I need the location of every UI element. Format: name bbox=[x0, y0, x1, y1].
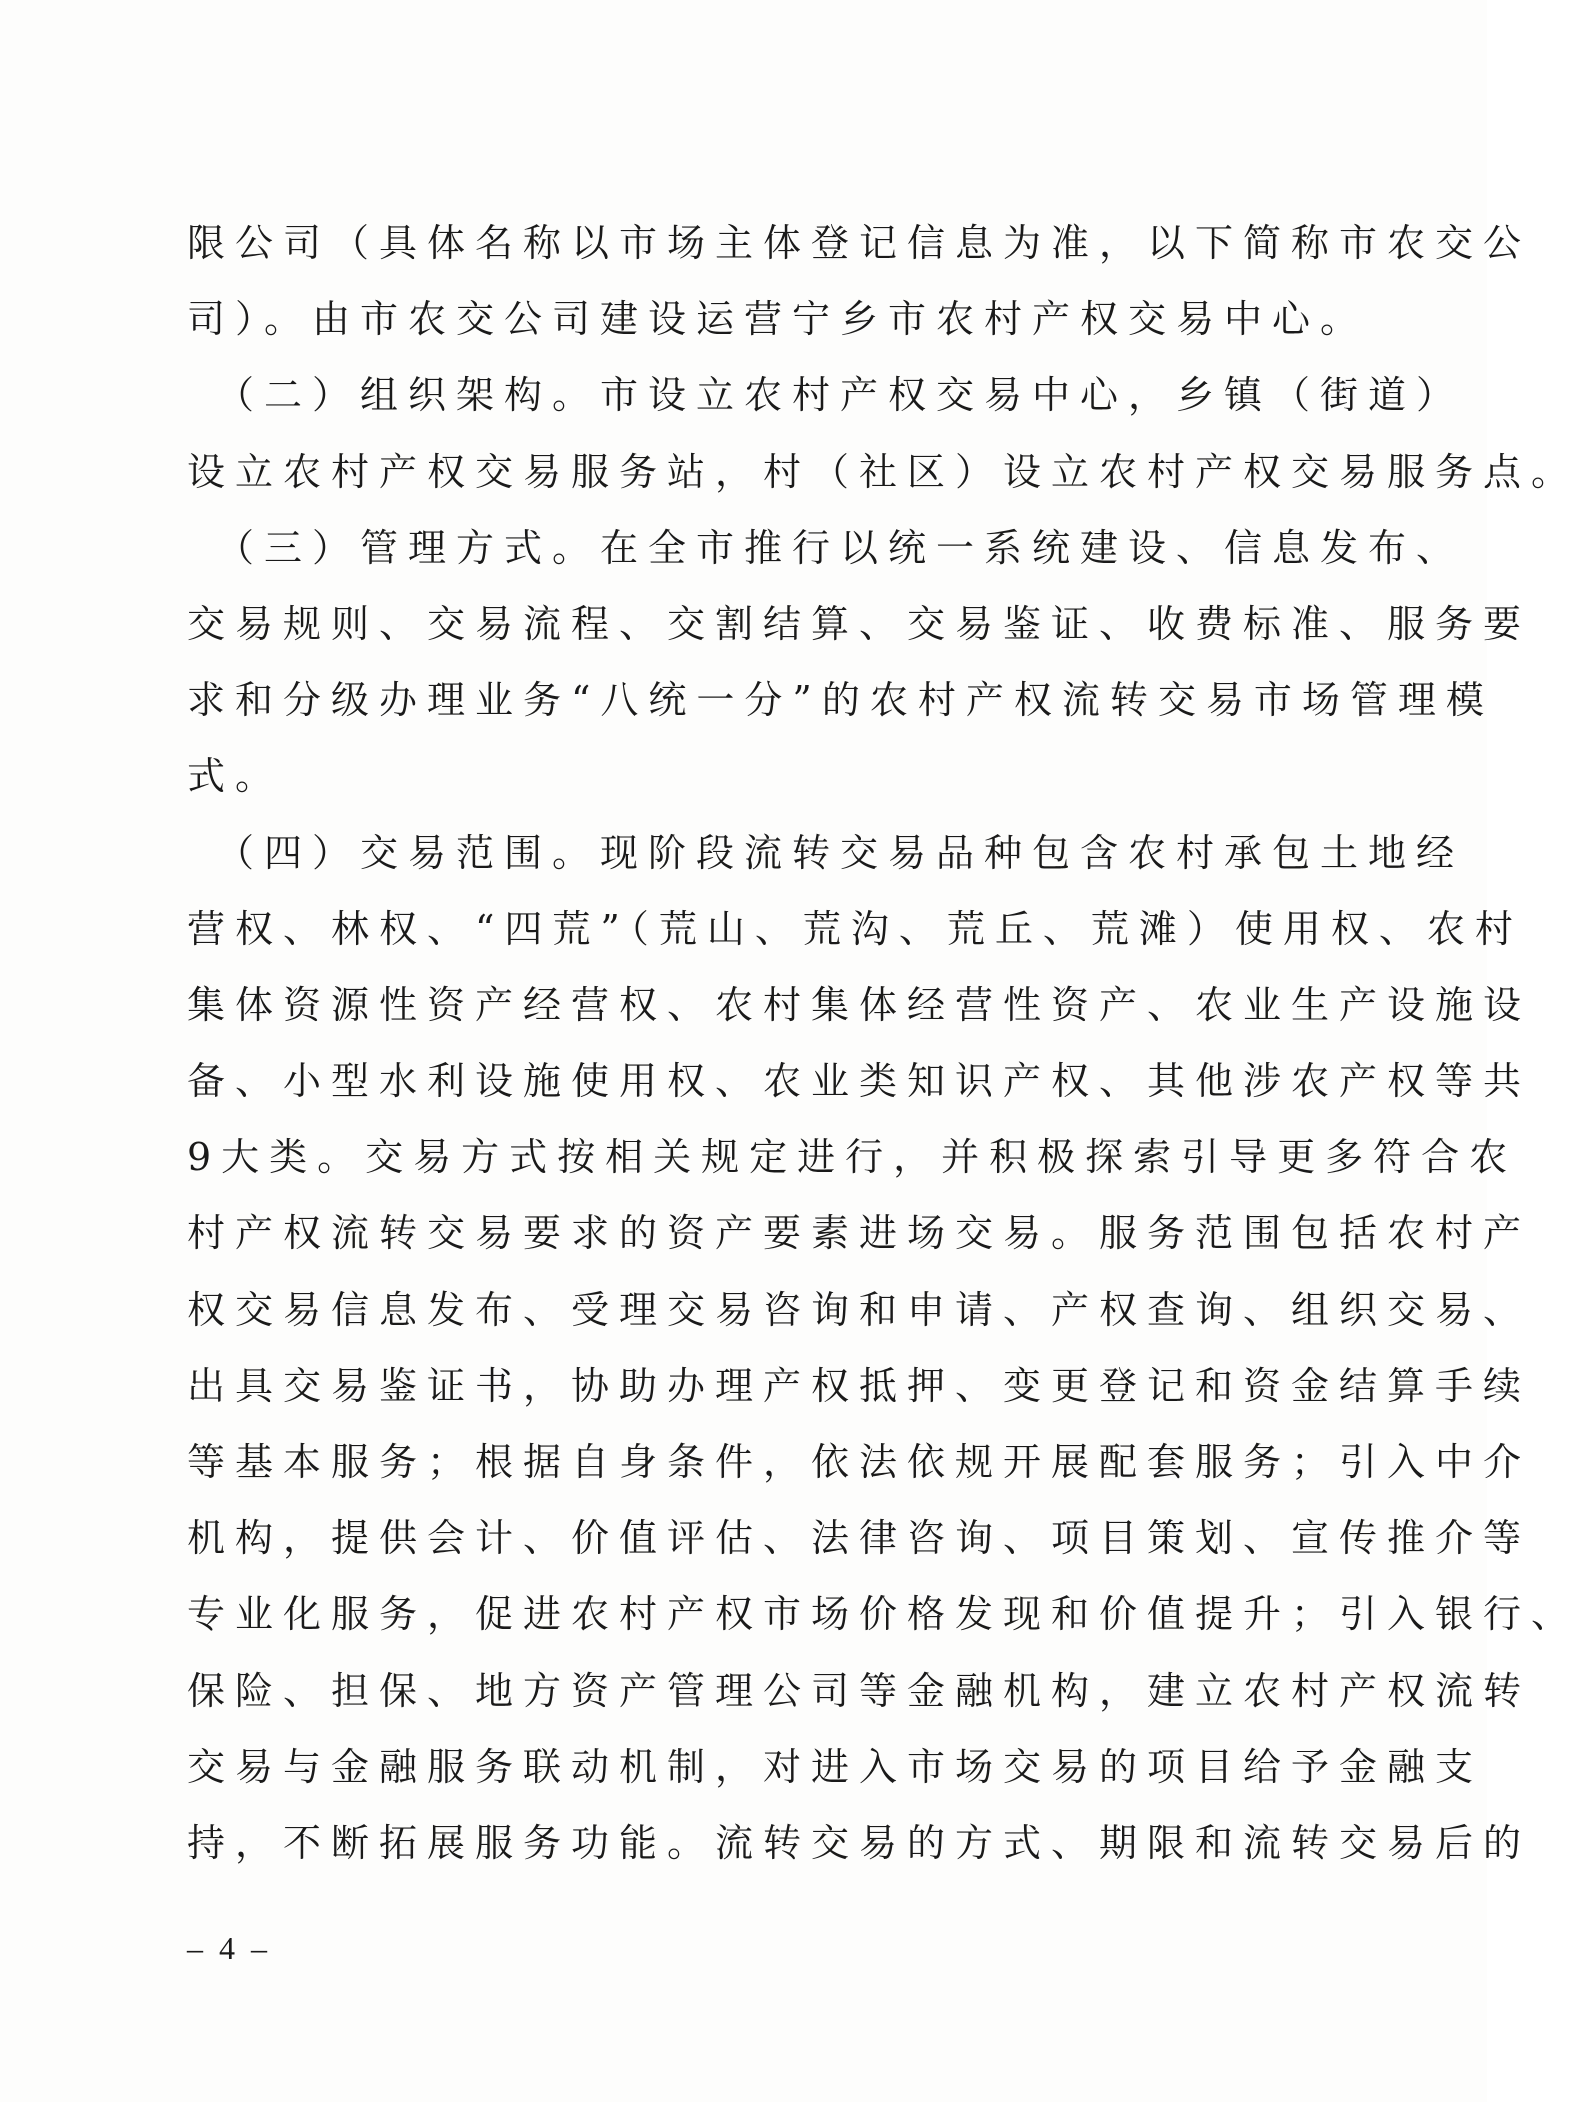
text-line: 保险、担保、地方资产管理公司等金融机构，建立农村产权流转 bbox=[187, 1668, 1532, 1713]
text-line: 交易与金融服务联动机制，对进入市场交易的项目给予金融支 bbox=[187, 1744, 1484, 1789]
text-line: 营权、林权、“四荒”（荒山、荒沟、荒丘、荒滩）使用权、农村 bbox=[187, 906, 1523, 951]
text-line: 式。 bbox=[187, 754, 284, 799]
text-line: （四）交易范围。现阶段流转交易品种包含农村承包土地经 bbox=[187, 830, 1465, 875]
text-line: （二）组织架构。市设立农村产权交易中心，乡镇（街道） bbox=[187, 373, 1465, 418]
body-text bbox=[187, 205, 1579, 1881]
text-line: 备、小型水利设施使用权、农业类知识产权、其他涉农产权等共 bbox=[187, 1059, 1532, 1104]
text-line: 出具交易鉴证书，协助办理产权抵押、变更登记和资金结算手续 bbox=[187, 1363, 1532, 1408]
text-line: 9大类。交易方式按相关规定进行，并积极探索引导更多符合农 bbox=[187, 1135, 1518, 1180]
page-number: – 4 – bbox=[187, 1930, 271, 1966]
text-line: 权交易信息发布、受理交易咨询和申请、产权查询、组织交易、 bbox=[187, 1287, 1532, 1332]
text-line: 集体资源性资产经营权、农村集体经营性资产、农业生产设施设 bbox=[187, 982, 1532, 1027]
text-line: 设立农村产权交易服务站，村（社区）设立农村产权交易服务点。 bbox=[187, 449, 1579, 494]
text-line: 机构，提供会计、价值评估、法律咨询、项目策划、宣传推介等 bbox=[187, 1516, 1532, 1561]
text-line: 村产权流转交易要求的资产要素进场交易。服务范围包括农村产 bbox=[187, 1211, 1532, 1256]
text-line: 持，不断拓展服务功能。流转交易的方式、期限和流转交易后的 bbox=[187, 1820, 1532, 1865]
text-line: 司）。由市农交公司建设运营宁乡市农村产权交易中心。 bbox=[187, 297, 1369, 342]
text-line: 求和分级办理业务“八统一分”的农村产权流转交易市场管理模 bbox=[187, 678, 1494, 723]
text-line: （三）管理方式。在全市推行以统一系统建设、信息发布、 bbox=[187, 525, 1465, 570]
text-line: 交易规则、交易流程、交割结算、交易鉴证、收费标准、服务要 bbox=[187, 601, 1532, 646]
text-line: 等基本服务；根据自身条件，依法依规开展配套服务；引入中介 bbox=[187, 1440, 1532, 1484]
text-line: 专业化服务，促进农村产权市场价格发现和价值提升；引入银行、 bbox=[187, 1592, 1579, 1637]
text-line: 限公司（具体名称以市场主体登记信息为准，以下简称市农交公 bbox=[187, 221, 1532, 265]
